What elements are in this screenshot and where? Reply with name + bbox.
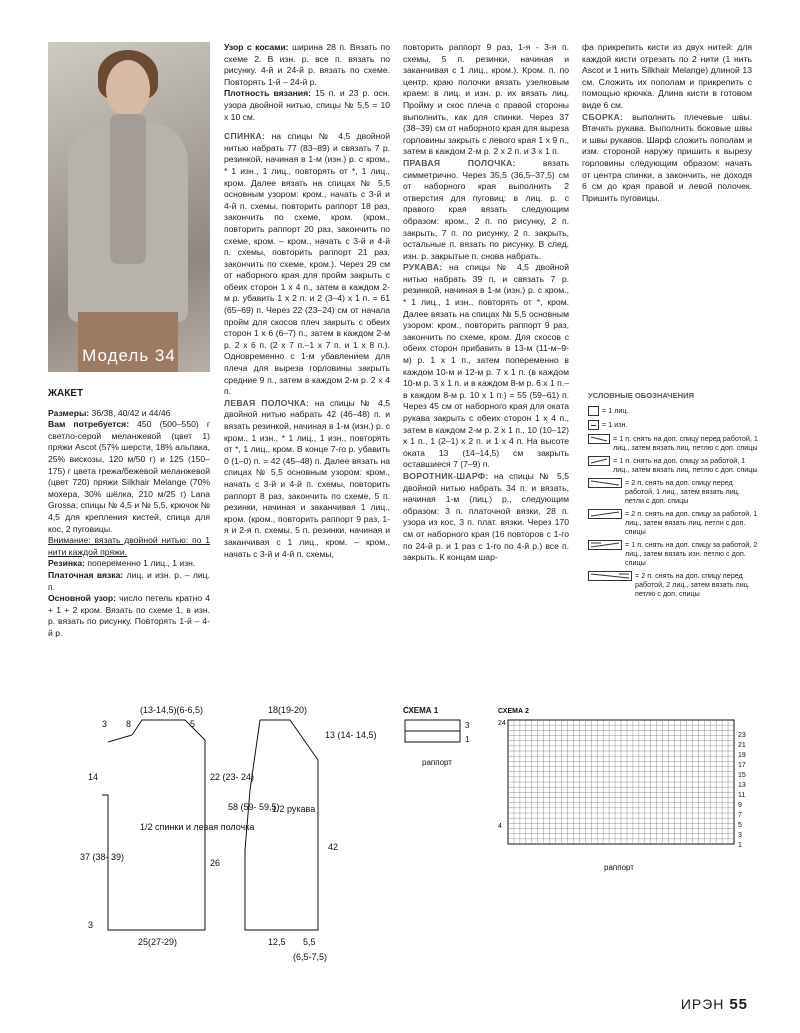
svg-text:13: 13 (738, 782, 746, 789)
svg-text:15: 15 (738, 772, 746, 779)
svg-text:12,5: 12,5 (268, 937, 286, 947)
svg-text:СХЕМА 1: СХЕМА 1 (403, 706, 439, 715)
svg-text:8: 8 (126, 719, 132, 729)
legend: УСЛОВНЫЕ ОБОЗНАЧЕНИЯ = 1 лиц. = 1 изн. = 1 п. снять на доп. спицу перед работой, 1 лиц., затем вязать лиц. петлю с доп. спицы = 1 п. снять на доп. спицу за работой, 1 лиц., затем вязать лиц. петлю с доп. спицы = 2 п. снять на доп. спицу перед работой, 1 лиц., затем вязать лиц. петли с доп. спицы = 2 п. снять на доп. спицу за работой, 1 лиц., затем вязать лиц. петли с доп. спицы = 1 п. снять на доп. спицу за работой, 2 лиц., затем вязать изн. петлю с доп. спицы = 2 п. снять на доп. спицу перед работой, 2 лиц., затем вязать лиц. петлю с доп. спицы (588, 391, 758, 598)
dim-top: (13-14,5)(6-6,5) (140, 705, 204, 715)
svg-text:раппорт: раппорт (422, 758, 452, 767)
article-title: ЖАКЕТ (48, 388, 84, 399)
svg-text:3: 3 (88, 920, 94, 930)
svg-text:24: 24 (498, 720, 506, 727)
svg-text:7: 7 (738, 812, 742, 819)
svg-text:1/2 спинки и левая полочка: 1/2 спинки и левая полочка (140, 822, 255, 832)
svg-text:5: 5 (190, 719, 196, 729)
svg-text:37 (38- 39): 37 (38- 39) (80, 852, 125, 862)
svg-text:18(19-20): 18(19-20) (268, 705, 308, 715)
svg-text:11: 11 (738, 792, 746, 799)
svg-text:21: 21 (738, 742, 746, 749)
svg-text:42: 42 (328, 842, 339, 852)
svg-text:3: 3 (102, 719, 108, 729)
column-1: ЖАКЕТ Размеры: 36/38, 40/42 и 44/46 Вам потребуется: 450 (500–550) г светло-серой меланжевой (цвет 1) пряжи Ascot (57% шерсти, 18% альпака, 25% вискозы, 120 м/50 г) и 125 (150–175) г цвета грежа/бежевой меланжевой (цвет 720) пряжи Silkhair Melange (70% мохера, 30% шёлка, 210 м/25 г) Lana Grossa; спицы № 4,5 и № 5,5, крючок № 4,5 для крепления кистей, спица для кос, 2 пуговицы. Внимание: вязать двойной нитью: по 1 нити каждой пряжи. Резинка: попеременно 1 лиц., 1 изн. Платочная вязка: лиц. и изн. р. – лиц. п. Основной узор: число петель кратно 4 + 1 + 2 кром. Вязать по схеме 1, в изн. р. вязать по рисунку. Повторять 1-й – 4-й р. (48, 388, 211, 638)
svg-text:23: 23 (738, 732, 746, 739)
photo-caption: Модель 34 (82, 346, 176, 365)
column-2: Узор с косами: ширина 28 п. Вязать по схеме 2. В изн. р. все п. вязать по рисунку. 4-й и 24-й р. вязать по схеме. Повторять 1-й – 24-й р. Плотность вязания: 15 п. и 23 р. осн. узора двойной нитью, спицы № 5,5 = 10 х 10 см. СПИНКА: на спицы № 4,5 двойной нитью набрать 77 (83–89) и связать 7 р. резинкой, начиная в 1-м (изн.) р. с кром., * 1 изн., 1 лиц., повторять от *, 1 лиц., кром. Далее вязать на спицах № 5,5 основным узором: кром., начать с 3-й и 4-й п. схемы, повторить раппорт 18 раз, закончить по схеме, кром. (кром., повторить раппорт 20 раз, закончить по схеме, кром. – кром., начать с 3-й и 4-й п. схемы, повторить раппорт 21 раз, закончить по схеме, кром.). Через 29 см от наборного края для пройм закрыть с обеих сторон 1 х 4 п., затем в каждом 2-м р. убавить 1 х 2 п. и 2 (3–4) х 1 п. = 61 (65–69) п. Через 22 (23–24) см от начала пройм для скосов плеч закрыть с обеих сторон 1 х 6 (6–7) п., затем в каждом 2-м р. 2 х 6 п. (2 х 7 п.–1 х 7 п. и 1 х 8 п.). Одновременно с 1-м убавлением для плеча для выреза горловины закрыть средние 9 п., затем в каждом 2-м р. 2 х 4 п. ЛЕВАЯ ПОЛОЧКА: на спицы № 4,5 двойной нитью набрать 42 (46–48) п. и вязать резинкой, начиная в 1-м (изн.) р. с кром., 1 изн., * 1 лиц., 1 изн., повторять от *, 1 лиц., кром. В конце 7-го р. убавить 0 (1–0) п. = 42 (45–48) п. Далее вязать на спицах № 5,5 основным узором: кром., начать с 3-й и 4-й п. схемы, повторить раппорт 8 раз, закончить по схеме, 5 п. резинки, начиная и заканчивая 1 лиц., кром. (кром., повторить раппорт 9 раз, 1-я и 2-я п. схемы, 5 п. резинки, начиная и заканчивая с 1 лиц., кром. – кром., начать с 3-й и 4-й п. схемы, (224, 42, 390, 559)
svg-text:5,5: 5,5 (303, 937, 316, 947)
svg-text:17: 17 (738, 762, 746, 769)
svg-text:19: 19 (738, 752, 746, 759)
svg-text:58 (59- 59,5): 58 (59- 59,5) (228, 802, 280, 812)
svg-text:4: 4 (498, 823, 502, 830)
svg-text:13 (14- 14,5): 13 (14- 14,5) (325, 730, 377, 740)
svg-text:9: 9 (738, 802, 742, 809)
svg-text:26: 26 (210, 858, 221, 868)
column-4: фа прикрепить кисти из двух нитей: для каждой кисти отрезать по 2 нити (1 нить Ascot и 1 нить Silkhair Melange) длиной 13 см. Сложить их пополам и прикрепить с помощью крючка. Длина кисти в готовом виде 6 см. СБОРКА: выполнить плечевые швы. Втачать рукава. Выполнить боковые швы и швы рукавов. Шарф сложить пополам и изм. стороной наружу пришить к вырезу горловины следующим образом: начать от центра спинки, а закончить, не доходя 6 см до края правой и левой полочек. Пришить пуговицы. (582, 42, 752, 203)
svg-text:3: 3 (465, 721, 470, 730)
svg-text:СХЕМА 2: СХЕМА 2 (498, 708, 529, 715)
svg-text:1/2 рукава: 1/2 рукава (272, 804, 316, 814)
svg-text:3: 3 (738, 832, 742, 839)
svg-text:1: 1 (738, 842, 742, 849)
footer: ИРЭН 55 (680, 996, 748, 1013)
svg-text:(6,5-7,5): (6,5-7,5) (293, 952, 328, 962)
svg-text:22 (23- 24): 22 (23- 24) (210, 772, 255, 782)
svg-text:5: 5 (738, 822, 742, 829)
svg-text:1: 1 (465, 735, 470, 744)
note: Внимание: вязать двойной нитью: по 1 нити каждой пряжи. (48, 535, 210, 557)
svg-text:25(27-29): 25(27-29) (138, 937, 178, 947)
svg-text:14: 14 (88, 772, 99, 782)
column-3: повторить раппорт 9 раз, 1-я - 3-я п. схемы, 5 п. резинки, начиная и заканчивая с 1 лиц., кром.). Кром. п. по центр. краю полочки вязать узелковым краем: в лиц. и изн. р. их вязать лиц. Пройму и скос плеча с правой стороны выполнить, как для спинки. Через 37 (38–39) см от наборного края для выреза горловины закрыть с левого края 1 х 9 п., затем в каждом 2-м р. 2 х 2 п. и 3 х 1 п. ПРАВАЯ ПОЛОЧКА: вязать симметрично. Через 35,5 (36,5–37,5) см от наборного края выполнить 2 отверстия для пуговиц: в лиц. р. с правого края вязать следующим образом: кром., 2 п. по рисунку, 2 п. закрыть, 7 п. по рисунку, 2 п. закрыть, остальные п. вязать по рисунку. В след. изн. р. закрытые п. снова набрать. РУКАВА: на спицы № 4,5 двойной нитью набрать 39 п. и связать 7 р. резинкой, начиная в 1-м (изн.) р. с кром., * 1 лиц., 1 изн., повторять от *, кром. Далее вязать на спицах № 5,5 основным узором: кром., повторить раппорт 9 раз, закончить по схеме, кром. Для скосов с обеих сторон прибавить в 13-м (11-м–9-м) р. 1 х 1 п., затем попеременно в каждом 10-м и 12-м р. 7 х 1 п. (в каждом 10-м р. 3 х 1 п. и в каждом 8-м р. 6 х 1 п.–в каждом 8-м р. 10 х 1 п.) = 55 (59–61) п. Через 45 см от наборного края для оката рукава закрыть с обеих сторон 1 х 4 п., затем в каждом 2-м р. 2 х 1 п., 10 (10–12) х 1 п., 1 (2–1) х 2 п. и 1 х 4 п. На высоте оката 13 (14–14,5) см закрыть оставшиеся 7 (7–9) п. ВОРОТНИК-ШАРФ: на спицы № 5,5 двойной нитью набрать 34 п. и вязать, начиная 1-м (лиц.) р., следующим образом: 3 п. платочной вязки, 28 п. узора из кос, 3 п. плат. вязки. Через 170 см от наборного края (16 повторов с 1-го по 24-й р. и 1 раз с 1-го по 4-й р.) все п. закрыть. К концам шар- (403, 42, 569, 563)
svg-text:раппорт: раппорт (604, 863, 634, 872)
